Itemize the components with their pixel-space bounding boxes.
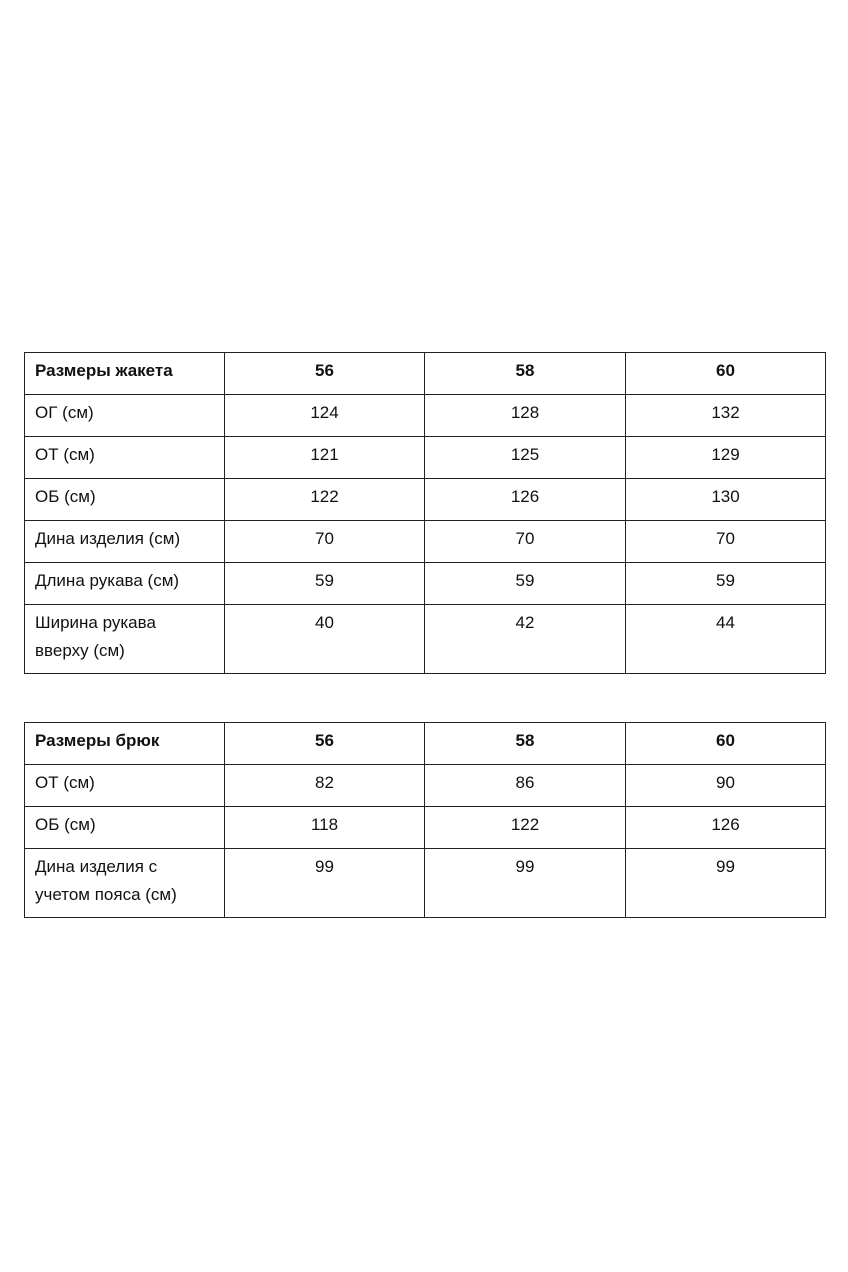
measurement-value: 99 <box>626 849 826 918</box>
table-title: Размеры брюк <box>25 723 225 765</box>
label-line: учетом пояса (см) <box>35 885 177 904</box>
measurement-value: 90 <box>626 765 826 807</box>
measurement-label: ОТ (см) <box>25 437 225 479</box>
size-column-header: 60 <box>626 723 826 765</box>
size-column-header: 60 <box>626 353 826 395</box>
table-header-row <box>25 353 826 395</box>
measurement-value: 125 <box>425 437 626 479</box>
measurement-value: 59 <box>225 563 425 605</box>
trousers-size-table <box>24 722 826 918</box>
measurement-value: 122 <box>425 807 626 849</box>
measurement-label: Дина изделия (см) <box>25 521 225 563</box>
measurement-value: 99 <box>425 849 626 918</box>
table-row <box>25 479 826 521</box>
size-column-header: 58 <box>425 353 626 395</box>
measurement-value: 40 <box>225 605 425 674</box>
measurement-value: 128 <box>425 395 626 437</box>
jacket-size-table <box>24 352 826 674</box>
measurement-label: Длина рукава (см) <box>25 563 225 605</box>
table-row <box>25 605 826 674</box>
measurement-value: 122 <box>225 479 425 521</box>
table-row <box>25 849 826 918</box>
label-line: вверху (см) <box>35 641 125 660</box>
measurement-value: 59 <box>425 563 626 605</box>
measurement-value: 126 <box>425 479 626 521</box>
measurement-value: 121 <box>225 437 425 479</box>
measurement-label: ОБ (см) <box>25 807 225 849</box>
measurement-label: ОГ (см) <box>25 395 225 437</box>
measurement-value: 44 <box>626 605 826 674</box>
size-column-header: 58 <box>425 723 626 765</box>
measurement-label <box>25 605 225 674</box>
measurement-value: 59 <box>626 563 826 605</box>
measurement-value: 130 <box>626 479 826 521</box>
table-row <box>25 437 826 479</box>
measurement-label: ОТ (см) <box>25 765 225 807</box>
measurement-label <box>25 849 225 918</box>
table-row <box>25 395 826 437</box>
table-title: Размеры жакета <box>25 353 225 395</box>
table-header-row <box>25 723 826 765</box>
measurement-value: 126 <box>626 807 826 849</box>
measurement-value: 118 <box>225 807 425 849</box>
measurement-value: 132 <box>626 395 826 437</box>
size-column-header: 56 <box>225 353 425 395</box>
label-line: Ширина рукава <box>35 613 156 632</box>
measurement-value: 70 <box>225 521 425 563</box>
measurement-value: 82 <box>225 765 425 807</box>
measurement-value: 99 <box>225 849 425 918</box>
table-row <box>25 563 826 605</box>
table-row <box>25 765 826 807</box>
measurement-value: 42 <box>425 605 626 674</box>
table-row <box>25 807 826 849</box>
size-column-header: 56 <box>225 723 425 765</box>
table-row <box>25 521 826 563</box>
measurement-value: 70 <box>626 521 826 563</box>
measurement-value: 129 <box>626 437 826 479</box>
label-line: Дина изделия с <box>35 857 158 876</box>
measurement-label: ОБ (см) <box>25 479 225 521</box>
measurement-value: 124 <box>225 395 425 437</box>
measurement-value: 70 <box>425 521 626 563</box>
measurement-value: 86 <box>425 765 626 807</box>
